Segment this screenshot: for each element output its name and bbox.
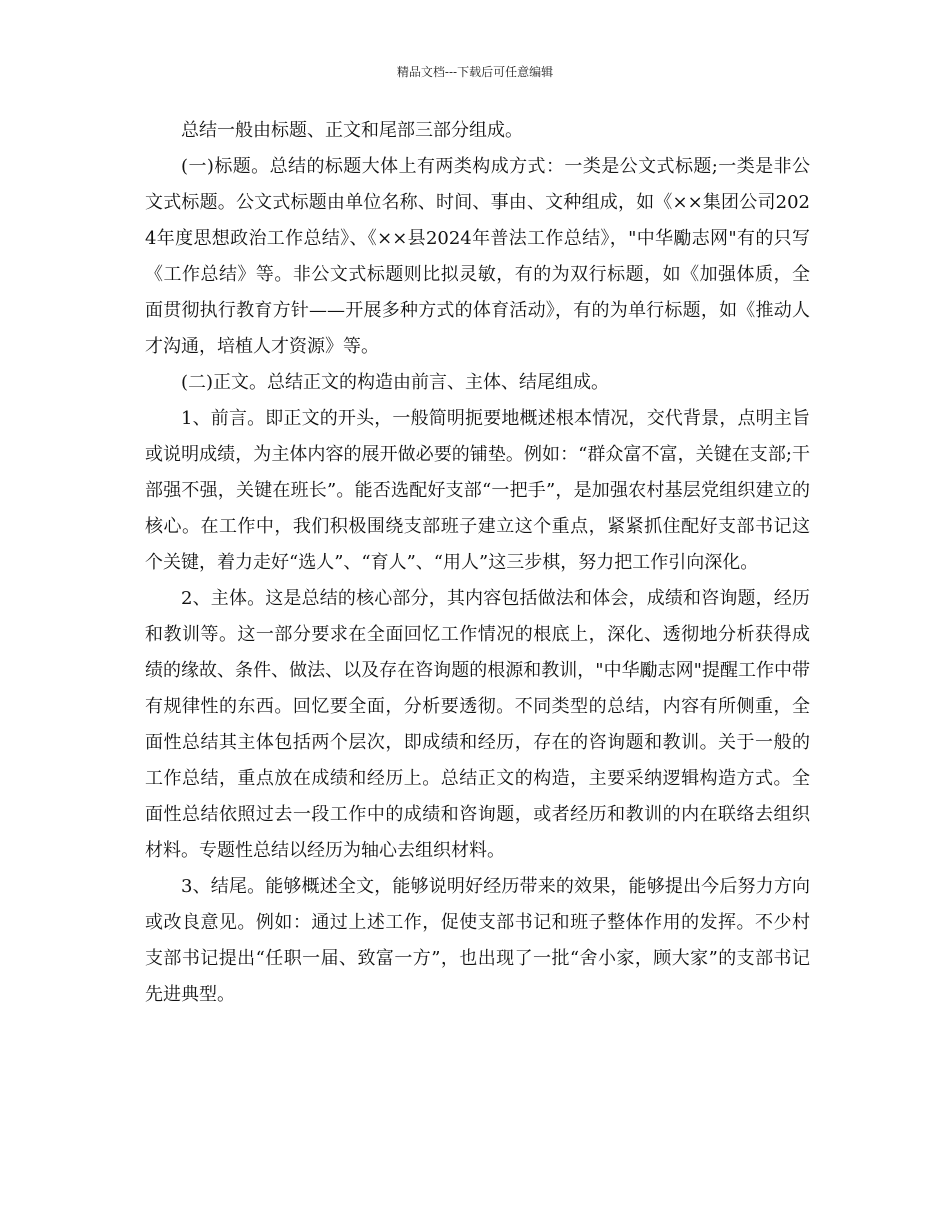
document-body: [145, 113, 810, 1013]
paragraph-title-section: (一)标题。总结的标题大体上有两类构成方式：一类是公文式标题;一类是非公文式标题。公文式标题由单位名称、时间、事由、文种组成，如《××集团公司2024年度思想政治工作总结》、《××县2024年普法工作总结》，"中华勵志网"有的只写《工作总结》等。非公文式标题则比拟灵敏，有的为双行标题，如《加强体质，全面贯彻执行教育方针——开展多种方式的体育活动》，有的为单行标题，如《推动人才沟通，培植人才资源》等。: [145, 156, 810, 357]
paragraph-body-section: (二)正文。总结正文的构造由前言、主体、结尾组成。: [181, 372, 610, 393]
paragraph-ending: 3、结尾。能够概述全文，能够说明好经历带来的效果，能够提出今后努力方向或改良意见。例如：通过上述工作，促使支部书记和班子整体作用的发挥。不少村支部书记提出“任职一届、致富一方”，也出现了一批“舍小家，顾大家”的支部书记先进典型。: [145, 876, 810, 1005]
page-header: 精品文档---下载后可任意编辑: [396, 65, 554, 79]
paragraph-intro: 总结一般由标题、正文和尾部三部分组成。: [181, 120, 523, 141]
paragraph-preface: 1、前言。即正文的开头，一般简明扼要地概述根本情况，交代背景，点明主旨或说明成绩，为主体内容的展开做必要的铺垫。例如：“群众富不富，关键在支部;干部强不强，关键在班长”。能否选配好支部“一把手”，是加强农村基层党组织建立的核心。在工作中，我们积极围绕支部班子建立这个重点，紧紧抓住配好支部书记这个关键，着力走好“选人”、“育人”、“用人”这三步棋，努力把工作引向深化。: [145, 408, 810, 573]
paragraph-main: 2、主体。这是总结的核心部分，其内容包括做法和体会，成绩和咨询题，经历和教训等。这一部分要求在全面回忆工作情况的根底上，深化、透彻地分析获得成绩的缘故、条件、做法、以及存在咨询题的根源和教训，"中华勵志网"提醒工作中带有规律性的东西。回忆要全面，分析要透彻。不同类型的总结，内容有所侧重，全面性总结其主体包括两个层次，即成绩和经历，存在的咨询题和教训。关于一般的工作总结，重点放在成绩和经历上。总结正文的构造，主要采纳逻辑构造方式。全面性总结依照过去一段工作中的成绩和咨询题，或者经历和教训的内在联络去组织材料。专题性总结以经历为轴心去组织材料。: [145, 588, 810, 861]
